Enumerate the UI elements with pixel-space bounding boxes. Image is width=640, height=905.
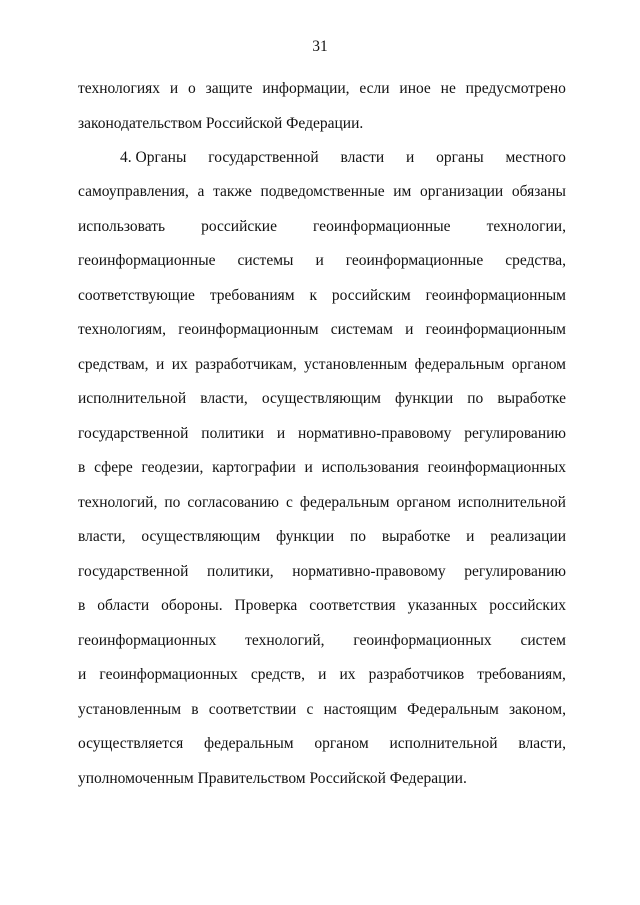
word: выработке bbox=[497, 390, 566, 407]
word: Федеральным bbox=[407, 701, 499, 718]
word: им bbox=[393, 183, 412, 200]
word: осуществляющим bbox=[141, 528, 261, 545]
word: и bbox=[276, 425, 286, 442]
text-line bbox=[78, 700, 566, 720]
word: геоинформационных bbox=[78, 632, 217, 649]
word: сфере bbox=[94, 459, 133, 476]
word: геодезии, bbox=[141, 459, 204, 476]
word: разработчикам, bbox=[195, 356, 297, 373]
text-line bbox=[78, 665, 566, 685]
word: государственной bbox=[78, 563, 189, 580]
text-line bbox=[78, 527, 566, 547]
word: функции bbox=[276, 528, 335, 545]
word: законодательством Российской Федерации. bbox=[78, 115, 364, 132]
word: средства, bbox=[505, 252, 566, 269]
word: выработке bbox=[381, 528, 451, 545]
word: систем bbox=[520, 632, 566, 649]
word: а bbox=[197, 183, 205, 200]
word: исполнительной bbox=[457, 494, 566, 511]
word: власти, bbox=[518, 735, 566, 752]
word: 4. Органы bbox=[120, 149, 187, 166]
word: по bbox=[164, 494, 181, 511]
word: подведомственные bbox=[260, 183, 385, 200]
word: средств, bbox=[250, 666, 305, 683]
word: регулированию bbox=[464, 425, 566, 442]
word: местного bbox=[505, 149, 566, 166]
word: технологиям, bbox=[78, 321, 166, 338]
word: самоуправления, bbox=[78, 183, 189, 200]
word: предусмотрено bbox=[465, 80, 566, 97]
text-line bbox=[78, 286, 566, 306]
word: геоинформационным bbox=[425, 287, 566, 304]
word: их bbox=[171, 356, 188, 373]
word: к bbox=[309, 287, 318, 304]
word: исполнительной bbox=[78, 390, 187, 407]
word: российским bbox=[331, 287, 411, 304]
word: организации bbox=[420, 183, 504, 200]
word: и bbox=[155, 356, 165, 373]
word: с bbox=[306, 701, 314, 718]
word: технологий, bbox=[245, 632, 325, 649]
text-line bbox=[78, 562, 566, 582]
word: указанных bbox=[407, 597, 478, 614]
word: настоящим bbox=[323, 701, 397, 718]
word: уполномоченным Правительством Российской Федерации. bbox=[78, 770, 467, 787]
text-line bbox=[78, 631, 566, 651]
word: функции bbox=[395, 390, 454, 407]
text-line bbox=[78, 182, 566, 202]
word: использования bbox=[321, 459, 419, 476]
word: соответствия bbox=[309, 597, 396, 614]
text-line bbox=[78, 355, 566, 375]
word: обязаны bbox=[511, 183, 566, 200]
text-line bbox=[78, 769, 566, 789]
word: и bbox=[169, 80, 179, 97]
word: с bbox=[286, 494, 293, 511]
word: и bbox=[315, 252, 324, 269]
word: согласованию bbox=[187, 494, 280, 511]
text-line bbox=[78, 320, 566, 340]
word: геоинформационным bbox=[425, 321, 566, 338]
word: органы bbox=[436, 149, 484, 166]
word: системы bbox=[237, 252, 294, 269]
text-line bbox=[78, 389, 566, 409]
word: технологий, bbox=[78, 494, 158, 511]
word: реализации bbox=[490, 528, 566, 545]
text-line bbox=[78, 251, 566, 271]
word: также bbox=[213, 183, 252, 200]
word: о bbox=[188, 80, 196, 97]
word: исполнительной bbox=[389, 735, 498, 752]
word: осуществляющим bbox=[261, 390, 381, 407]
word: геоинформационных bbox=[427, 459, 566, 476]
word: законом, bbox=[509, 701, 566, 718]
word: российских bbox=[489, 597, 566, 614]
word: российские bbox=[201, 218, 277, 235]
word: геоинформационные bbox=[345, 252, 484, 269]
word: разработчиков bbox=[368, 666, 465, 683]
word: геоинформационные bbox=[313, 218, 451, 235]
word: органом bbox=[314, 735, 369, 752]
word: и bbox=[466, 528, 475, 545]
text-line bbox=[78, 424, 566, 444]
text-line bbox=[78, 596, 566, 616]
word: федеральным bbox=[204, 735, 294, 752]
word: и bbox=[405, 321, 414, 338]
word: и bbox=[78, 666, 87, 683]
word: информации, bbox=[262, 80, 350, 97]
text-line bbox=[78, 217, 566, 237]
word: средствам, bbox=[78, 356, 149, 373]
word: требованиям bbox=[209, 287, 295, 304]
word: и bbox=[304, 459, 313, 476]
word: политики, bbox=[207, 563, 274, 580]
word: по bbox=[467, 390, 484, 407]
word: геоинформационным bbox=[178, 321, 319, 338]
word: и bbox=[406, 149, 415, 166]
word: их bbox=[339, 666, 356, 683]
text-line bbox=[120, 148, 566, 168]
word: соответствии bbox=[208, 701, 297, 718]
word: государственной bbox=[78, 425, 189, 442]
word: власти, bbox=[78, 528, 126, 545]
word: технологии, bbox=[486, 218, 566, 235]
word: Проверка bbox=[234, 597, 298, 614]
word: в bbox=[78, 597, 86, 614]
word: если bbox=[359, 80, 390, 97]
word: государственной bbox=[208, 149, 319, 166]
word: регулированию bbox=[464, 563, 566, 580]
word: обороны. bbox=[161, 597, 223, 614]
word: геоинформационных bbox=[99, 666, 238, 683]
word: не bbox=[440, 80, 456, 97]
word: технологиях bbox=[78, 80, 161, 97]
text-line bbox=[78, 493, 566, 513]
text-line bbox=[78, 79, 566, 99]
word: системам bbox=[330, 321, 393, 338]
word: защите bbox=[205, 80, 253, 97]
word: органом bbox=[396, 494, 451, 511]
word: власти, bbox=[200, 390, 248, 407]
word: по bbox=[350, 528, 367, 545]
word: федеральным bbox=[414, 356, 505, 373]
word: в bbox=[78, 459, 86, 476]
page-number: 31 bbox=[312, 38, 328, 55]
word: геоинформационные bbox=[78, 252, 216, 269]
word: в bbox=[191, 701, 199, 718]
text-line bbox=[78, 458, 566, 478]
word: использовать bbox=[78, 218, 166, 235]
word: области bbox=[97, 597, 150, 614]
text-line bbox=[78, 734, 566, 754]
word: установленным bbox=[78, 701, 182, 718]
word: органом bbox=[511, 356, 566, 373]
word: и bbox=[318, 666, 327, 683]
text-line bbox=[78, 114, 566, 134]
word: иное bbox=[399, 80, 431, 97]
word: нормативно-правовому bbox=[297, 425, 452, 442]
word: геоинформационных bbox=[353, 632, 492, 649]
word: установленным bbox=[304, 356, 408, 373]
word: требованиям, bbox=[477, 666, 566, 683]
word: федеральным bbox=[299, 494, 390, 511]
word: соответствующие bbox=[78, 287, 195, 304]
word: власти bbox=[340, 149, 385, 166]
word: осуществляется bbox=[78, 735, 184, 752]
word: картографии bbox=[212, 459, 296, 476]
word: нормативно-правовому bbox=[292, 563, 446, 580]
word: политики bbox=[201, 425, 265, 442]
